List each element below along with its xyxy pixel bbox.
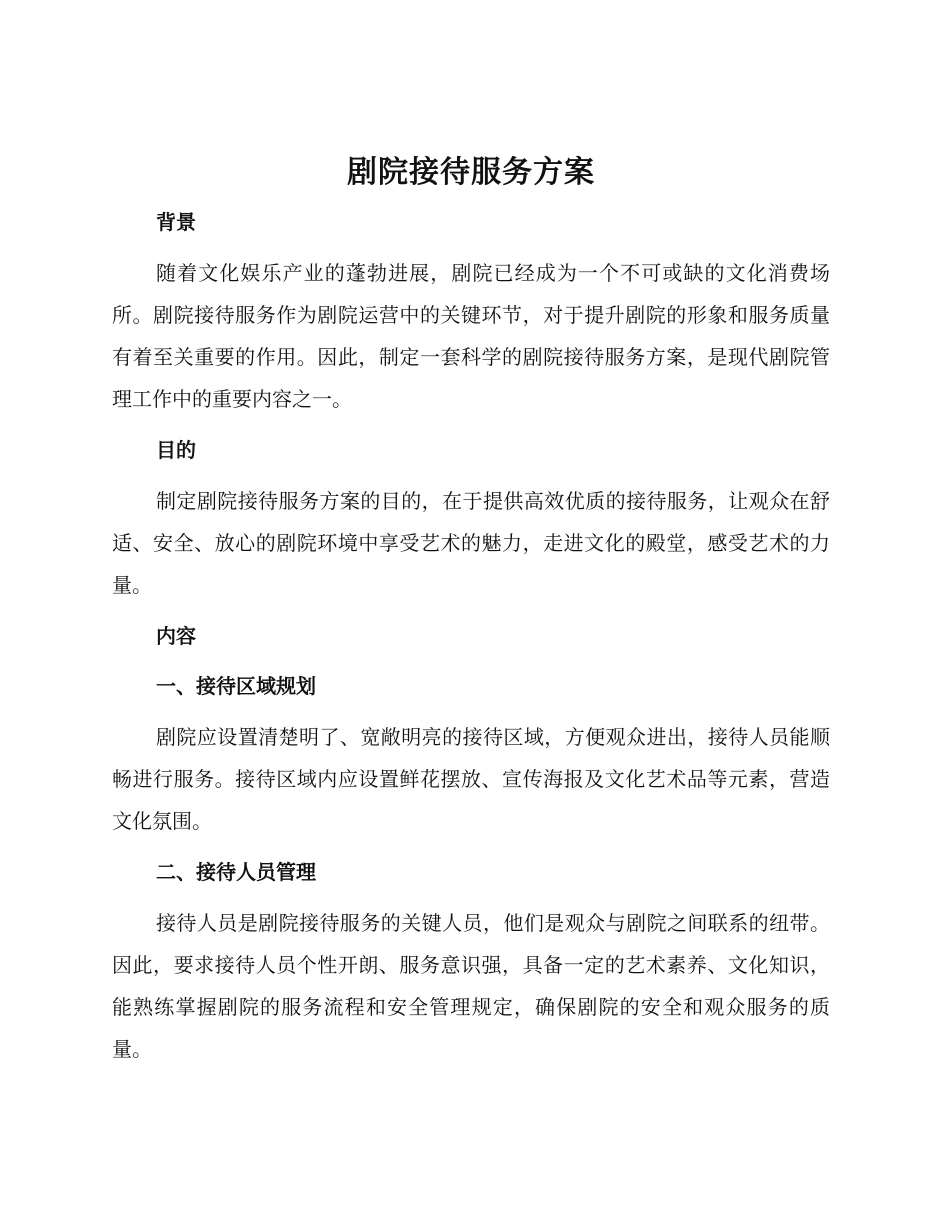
- section-heading-content: 内容: [156, 624, 196, 648]
- paragraph-background: 随着文化娱乐产业的蓬勃进展，剧院已经成为一个不可或缺的文化消费场所。剧院接待服务作为剧院运营中的关键环节，对于提升剧院的形象和服务质量有着至关重要的作用。因此，制定一套科学的剧院接待服务方案，是现代剧院管理工作中的重要内容之一。: [112, 261, 830, 411]
- spacer: [112, 242, 830, 252]
- section-heading-reception-area: 一、接待区域规划: [156, 674, 316, 698]
- section-heading-background: 背景: [156, 210, 196, 234]
- spacer: [112, 892, 830, 902]
- document-title: 剧院接待服务方案: [347, 155, 595, 190]
- spacer: [112, 706, 830, 716]
- section-heading-purpose: 目的: [156, 438, 196, 462]
- spacer: [112, 842, 830, 852]
- spacer: [112, 420, 830, 430]
- spacer: [112, 606, 830, 616]
- document-page: [112, 150, 830, 1070]
- spacer: [112, 656, 830, 666]
- paragraph-reception-area: 剧院应设置清楚明了、宽敞明亮的接待区域，方便观众进出，接待人员能顺畅进行服务。接待区域内应设置鲜花摆放、宣传海报及文化艺术品等元素，营造文化氛围。: [112, 725, 830, 833]
- paragraph-purpose: 制定剧院接待服务方案的目的，在于提供高效优质的接待服务，让观众在舒适、安全、放心的剧院环境中享受艺术的魅力，走进文化的殿堂，感受艺术的力量。: [112, 489, 830, 597]
- section-heading-staff-management: 二、接待人员管理: [156, 860, 316, 884]
- paragraph-staff-management: 接待人员是剧院接待服务的关键人员，他们是观众与剧院之间联系的纽带。因此，要求接待人员个性开朗、服务意识强，具备一定的艺术素养、文化知识，能熟练掌握剧院的服务流程和安全管理规定，确保剧院的安全和观众服务的质量。: [112, 911, 830, 1061]
- spacer: [112, 470, 830, 480]
